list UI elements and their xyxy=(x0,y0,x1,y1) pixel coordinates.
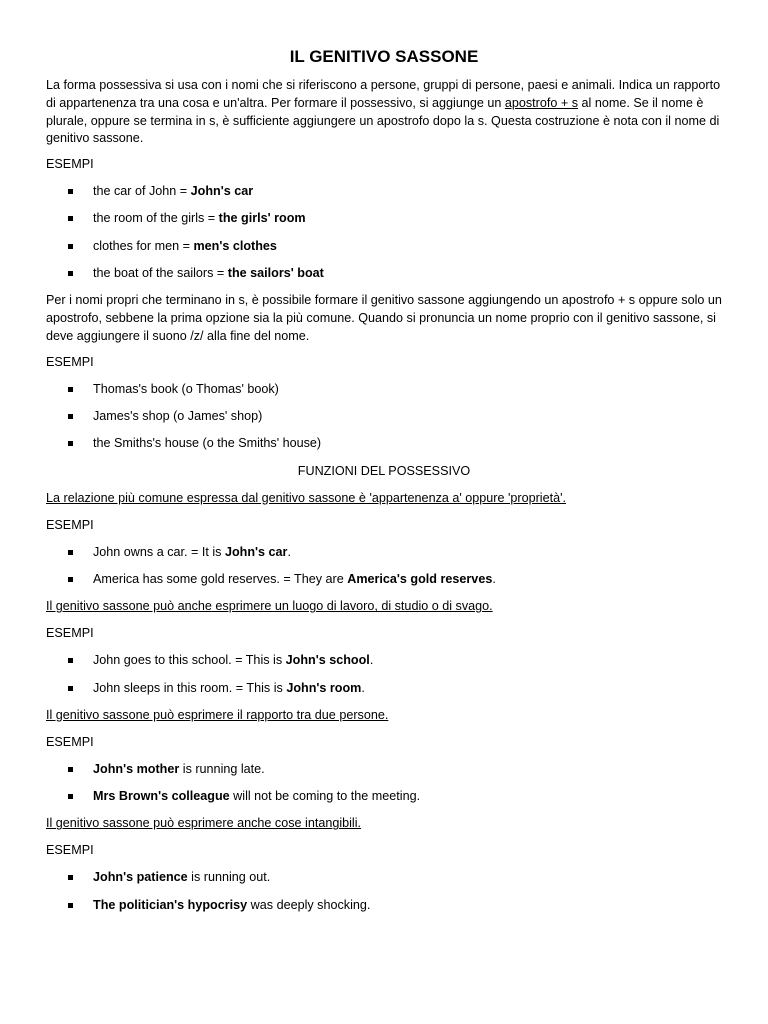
bullet-icon xyxy=(68,875,73,880)
list-item xyxy=(46,238,722,255)
list-item xyxy=(46,183,722,200)
example-bold: men's clothes xyxy=(193,238,277,253)
list-item xyxy=(46,761,722,778)
bullet-icon xyxy=(68,414,73,419)
bullet-icon xyxy=(68,216,73,221)
function-examples xyxy=(46,544,722,588)
page-title: IL GENITIVO SASSONE xyxy=(289,47,479,66)
list-item xyxy=(46,680,722,697)
esempi-label: ESEMPI xyxy=(46,157,94,172)
bullet-icon xyxy=(68,903,73,908)
example-after: . xyxy=(287,544,291,559)
proper-names-paragraph: Per i nomi propri che terminano in s, è possibile formare il genitivo sassone aggiungendo un apostrofo + s oppure solo un apostrofo, sebbene la prima opzione sia la più comune. Quando si pronuncia un nome proprio con il genitivo sassone, si deve aggiungere il suono /z/ alla fine del nome. xyxy=(46,293,722,343)
examples-list-2 xyxy=(46,381,722,453)
list-item xyxy=(46,210,722,227)
example-plain: America has some gold reserves. = They are xyxy=(93,571,348,586)
esempi-label: ESEMPI xyxy=(46,843,94,858)
example-plain: John owns a car. = It is xyxy=(93,544,225,559)
example-text: the Smiths's house (o the Smiths' house) xyxy=(93,436,322,451)
example-after: . xyxy=(369,653,374,668)
function-heading: Il genitivo sassone può anche esprimere un luogo di lavoro, di studio o di svago. xyxy=(46,599,493,614)
intro-text-1: La forma possessiva si usa con i nomi che si riferiscono a persone, gruppi di persone, paesi e animali. Indica un rapporto di appartenenza tra una cosa e un'altra. Per formare il possessivo, si aggiunge un xyxy=(46,78,721,110)
example-bold: John's car xyxy=(190,184,254,199)
example-bold: John's car xyxy=(224,544,288,559)
example-plain: the room of the girls = xyxy=(93,211,219,226)
bullet-icon xyxy=(68,441,73,446)
example-plain: John sleeps in this room. = This is xyxy=(93,680,287,695)
example-after: is running late. xyxy=(179,761,265,776)
function-heading: Il genitivo sassone può esprimere anche cose intangibili. xyxy=(46,816,362,831)
example-after: . xyxy=(492,571,496,586)
list-item xyxy=(46,408,722,425)
list-item xyxy=(46,544,722,561)
bullet-icon xyxy=(68,244,73,249)
example-after: will not be coming to the meeting. xyxy=(229,789,421,804)
list-item xyxy=(46,869,722,886)
esempi-label: ESEMPI xyxy=(46,626,94,641)
function-examples xyxy=(46,869,722,913)
list-item xyxy=(46,788,722,805)
function-heading: Il genitivo sassone può esprimere il rapporto tra due persone. xyxy=(46,707,389,722)
intro-underlined: apostrofo + s xyxy=(504,95,579,110)
example-bold: Mrs Brown's colleague xyxy=(93,789,230,804)
esempi-label: ESEMPI xyxy=(46,517,94,532)
intro-paragraph xyxy=(46,77,722,148)
example-bold: the girls' room xyxy=(218,211,306,226)
section-title: FUNZIONI DEL POSSESSIVO xyxy=(297,463,471,478)
example-after: was deeply shocking. xyxy=(247,897,371,912)
example-bold: John's room xyxy=(286,680,362,695)
bullet-icon xyxy=(68,658,73,663)
example-bold: John's mother xyxy=(93,761,180,776)
example-text: Thomas's book (o Thomas' book) xyxy=(93,381,279,396)
bullet-icon xyxy=(68,767,73,772)
list-item xyxy=(46,381,722,398)
example-bold: the sailors' boat xyxy=(227,266,324,281)
document-page xyxy=(46,46,722,924)
intro-text-2: al nome. Se il nome è plurale, oppure se termina in s, è sufficiente aggiungere un apostrofo dopo la s. Questa costruzione è nota con il nome di genitivo sassone. xyxy=(46,95,720,146)
function-examples xyxy=(46,652,722,696)
example-plain: clothes for men = xyxy=(93,238,194,253)
bullet-icon xyxy=(68,189,73,194)
example-plain: the car of John = xyxy=(93,184,191,199)
example-text: James's shop (o James' shop) xyxy=(93,409,263,424)
bullet-icon xyxy=(68,550,73,555)
list-item xyxy=(46,897,722,914)
list-item xyxy=(46,652,722,669)
function-examples xyxy=(46,761,722,805)
example-after: is running out. xyxy=(187,870,271,885)
example-bold: John's school xyxy=(285,653,370,668)
examples-list-1 xyxy=(46,183,722,282)
example-plain: John goes to this school. = This is xyxy=(93,653,286,668)
bullet-icon xyxy=(68,271,73,276)
bullet-icon xyxy=(68,794,73,799)
bullet-icon xyxy=(68,577,73,582)
example-after: . xyxy=(361,680,365,695)
list-item xyxy=(46,265,722,282)
example-bold: John's patience xyxy=(93,870,188,885)
example-bold: America's gold reserves xyxy=(347,571,493,586)
example-plain: the boat of the sailors = xyxy=(93,266,228,281)
esempi-label: ESEMPI xyxy=(46,354,94,369)
function-heading: La relazione più comune espressa dal genitivo sassone è 'appartenenza a' oppure 'proprietà'. xyxy=(46,490,567,505)
bullet-icon xyxy=(68,686,73,691)
bullet-icon xyxy=(68,387,73,392)
list-item xyxy=(46,571,722,588)
example-bold: The politician's hypocrisy xyxy=(93,897,248,912)
esempi-label: ESEMPI xyxy=(46,734,94,749)
list-item xyxy=(46,435,722,452)
